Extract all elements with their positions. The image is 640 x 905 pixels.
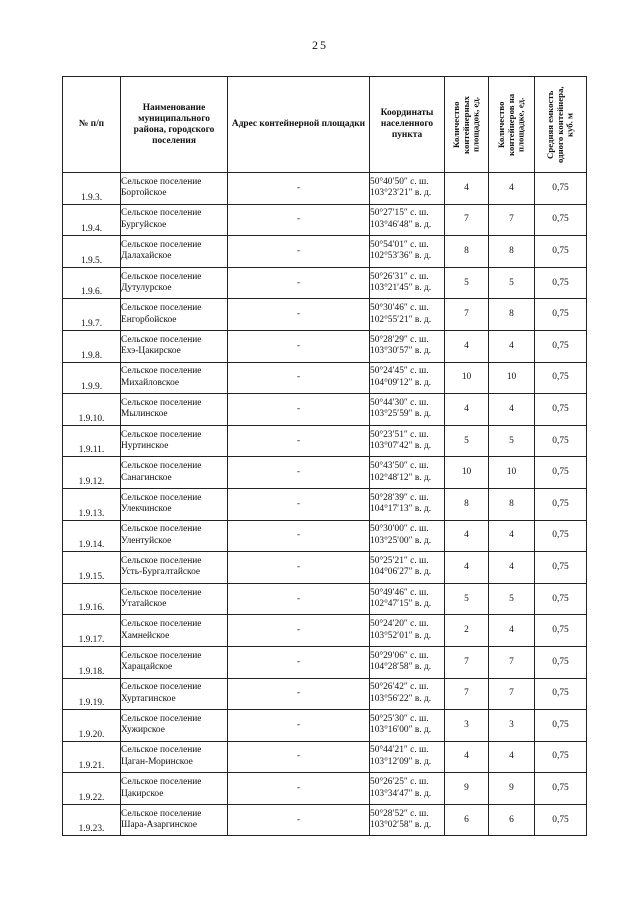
- row-latitude: 50°23′51″ с. ш.: [370, 429, 429, 440]
- row-coordinates: [370, 299, 445, 331]
- row-settlement-name: [121, 615, 228, 647]
- row-settlement-name: [121, 773, 228, 805]
- row-name-line1: Сельское поселение: [121, 777, 202, 788]
- row-coordinates: [370, 488, 445, 520]
- row-capacity: 0,75: [535, 678, 587, 710]
- row-capacity: 0,75: [535, 646, 587, 678]
- row-longitude: 104°28′58″ в. д.: [370, 662, 432, 673]
- row-latitude: 50°25′30″ с. ш.: [370, 713, 429, 724]
- row-containers: 4: [489, 552, 535, 584]
- row-name-line2: Хужирское: [121, 725, 165, 736]
- table-row: [63, 173, 587, 205]
- header-platforms-label: Количество контейнерных площадок, ед.: [450, 95, 481, 154]
- row-latitude: 50°26′42″ с. ш.: [370, 682, 429, 693]
- row-address: -: [228, 773, 370, 805]
- row-index: 1.9.20.: [63, 710, 121, 742]
- row-capacity: 0,75: [535, 710, 587, 742]
- row-settlement-name: [121, 362, 228, 394]
- row-platforms: 5: [445, 583, 489, 615]
- row-name-line2: Цаган-Моринское: [121, 756, 193, 767]
- row-address: -: [228, 583, 370, 615]
- row-name-line2: Хуртагинское: [121, 693, 176, 704]
- row-capacity: 0,75: [535, 520, 587, 552]
- row-name-line2: Цакирское: [121, 788, 164, 799]
- row-containers: 8: [489, 488, 535, 520]
- row-longitude: 103°21′45″ в. д.: [370, 283, 432, 294]
- row-name-line2: Михайловское: [121, 377, 180, 388]
- row-coordinates: [370, 204, 445, 236]
- row-name-line2: Ехэ-Цакирское: [121, 346, 181, 357]
- row-platforms: 5: [445, 267, 489, 299]
- row-coordinates: [370, 362, 445, 394]
- row-name-line1: Сельское поселение: [121, 650, 202, 661]
- row-capacity: 0,75: [535, 299, 587, 331]
- row-platforms: 6: [445, 804, 489, 836]
- row-settlement-name: [121, 804, 228, 836]
- row-capacity: 0,75: [535, 236, 587, 268]
- table-row: [63, 646, 587, 678]
- row-platforms: 4: [445, 741, 489, 773]
- row-index: 1.9.23.: [63, 804, 121, 836]
- row-containers: 7: [489, 678, 535, 710]
- row-name-line2: Мылинское: [121, 409, 168, 420]
- row-coordinates: [370, 646, 445, 678]
- row-index: 1.9.8.: [63, 330, 121, 362]
- row-platforms: 4: [445, 394, 489, 426]
- row-settlement-name: [121, 741, 228, 773]
- row-containers: 4: [489, 741, 535, 773]
- table-row: [63, 804, 587, 836]
- row-latitude: 50°43′50″ с. ш.: [370, 461, 429, 472]
- row-coordinates: [370, 804, 445, 836]
- table-row: [63, 267, 587, 299]
- row-platforms: 7: [445, 646, 489, 678]
- row-longitude: 103°25′00″ в. д.: [370, 535, 432, 546]
- row-platforms: 4: [445, 552, 489, 584]
- row-latitude: 50°28′52″ с. ш.: [370, 808, 429, 819]
- row-containers: 5: [489, 425, 535, 457]
- row-index: 1.9.5.: [63, 236, 121, 268]
- row-name-line1: Сельское поселение: [121, 808, 202, 819]
- table-row: [63, 488, 587, 520]
- table-row: [63, 299, 587, 331]
- row-longitude: 103°07′42″ в. д.: [370, 441, 432, 452]
- row-longitude: 103°23′21″ в. д.: [370, 188, 432, 199]
- row-containers: 4: [489, 173, 535, 205]
- row-index: 1.9.11.: [63, 425, 121, 457]
- row-index: 1.9.15.: [63, 552, 121, 584]
- row-settlement-name: [121, 173, 228, 205]
- row-latitude: 50°24′20″ с. ш.: [370, 619, 429, 630]
- row-containers: 7: [489, 646, 535, 678]
- row-longitude: 104°17′13″ в. д.: [370, 504, 432, 515]
- header-capacity-label: Средняя емкость одного контейнера, куб. м: [544, 86, 575, 163]
- row-index: 1.9.19.: [63, 678, 121, 710]
- row-address: -: [228, 425, 370, 457]
- table-body: [63, 173, 587, 836]
- row-name-line1: Сельское поселение: [121, 713, 202, 724]
- row-address: -: [228, 741, 370, 773]
- row-latitude: 50°27′15″ с. ш.: [370, 208, 429, 219]
- row-address: -: [228, 457, 370, 489]
- row-address: -: [228, 299, 370, 331]
- row-longitude: 104°09′12″ в. д.: [370, 377, 432, 388]
- row-latitude: 50°44′30″ с. ш.: [370, 397, 429, 408]
- row-address: -: [228, 646, 370, 678]
- row-capacity: 0,75: [535, 204, 587, 236]
- row-address: -: [228, 362, 370, 394]
- row-index: 1.9.22.: [63, 773, 121, 805]
- row-index: 1.9.7.: [63, 299, 121, 331]
- header-coords: Координаты населенного пункта: [370, 77, 445, 173]
- row-capacity: 0,75: [535, 173, 587, 205]
- row-platforms: 8: [445, 236, 489, 268]
- row-latitude: 50°29′06″ с. ш.: [370, 650, 429, 661]
- row-capacity: 0,75: [535, 267, 587, 299]
- row-name-line1: Сельское поселение: [121, 524, 202, 535]
- row-latitude: 50°30′46″ с. ш.: [370, 303, 429, 314]
- row-index: 1.9.9.: [63, 362, 121, 394]
- table-row: [63, 710, 587, 742]
- row-platforms: 4: [445, 173, 489, 205]
- row-latitude: 50°28′29″ с. ш.: [370, 334, 429, 345]
- row-name-line1: Сельское поселение: [121, 492, 202, 503]
- row-containers: 6: [489, 804, 535, 836]
- row-capacity: 0,75: [535, 615, 587, 647]
- row-containers: 4: [489, 520, 535, 552]
- row-containers: 10: [489, 457, 535, 489]
- table-row: [63, 678, 587, 710]
- row-containers: 5: [489, 267, 535, 299]
- row-capacity: 0,75: [535, 457, 587, 489]
- row-settlement-name: [121, 330, 228, 362]
- row-address: -: [228, 520, 370, 552]
- row-coordinates: [370, 457, 445, 489]
- row-address: -: [228, 394, 370, 426]
- row-index: 1.9.17.: [63, 615, 121, 647]
- row-address: -: [228, 267, 370, 299]
- row-index: 1.9.18.: [63, 646, 121, 678]
- row-name-line2: Усть-Бургалтайское: [121, 567, 201, 578]
- row-settlement-name: [121, 425, 228, 457]
- header-address: Адрес контейнерной площадки: [228, 77, 370, 173]
- table-row: [63, 236, 587, 268]
- row-latitude: 50°49′46″ с. ш.: [370, 587, 429, 598]
- row-name-line1: Сельское поселение: [121, 271, 202, 282]
- row-name-line2: Улентуйское: [121, 535, 172, 546]
- row-platforms: 10: [445, 457, 489, 489]
- row-name-line2: Хамнейское: [121, 630, 170, 641]
- row-capacity: 0,75: [535, 362, 587, 394]
- row-settlement-name: [121, 678, 228, 710]
- table-row: [63, 773, 587, 805]
- row-settlement-name: [121, 552, 228, 584]
- row-containers: 9: [489, 773, 535, 805]
- row-capacity: 0,75: [535, 552, 587, 584]
- row-containers: 8: [489, 236, 535, 268]
- row-coordinates: [370, 583, 445, 615]
- row-name-line2: Бургуйское: [121, 219, 167, 230]
- row-settlement-name: [121, 488, 228, 520]
- row-name-line2: Харацайское: [121, 662, 173, 673]
- table-row: [63, 552, 587, 584]
- row-latitude: 50°44′21″ с. ш.: [370, 745, 429, 756]
- row-platforms: 7: [445, 678, 489, 710]
- row-longitude: 102°48′12″ в. д.: [370, 472, 432, 483]
- row-address: -: [228, 804, 370, 836]
- row-containers: 7: [489, 204, 535, 236]
- row-name-line1: Сельское поселение: [121, 461, 202, 472]
- row-name-line2: Санагинское: [121, 472, 172, 483]
- row-address: -: [228, 615, 370, 647]
- page-number: 25: [312, 38, 328, 52]
- row-containers: 8: [489, 299, 535, 331]
- header-index: № п/п: [63, 77, 121, 173]
- table-row: [63, 457, 587, 489]
- row-address: -: [228, 173, 370, 205]
- row-longitude: 104°06′27″ в. д.: [370, 567, 432, 578]
- row-capacity: 0,75: [535, 583, 587, 615]
- row-name-line1: Сельское поселение: [121, 239, 202, 250]
- table-row: [63, 204, 587, 236]
- row-index: 1.9.6.: [63, 267, 121, 299]
- row-coordinates: [370, 615, 445, 647]
- row-longitude: 103°25′59″ в. д.: [370, 409, 432, 420]
- table-row: [63, 425, 587, 457]
- row-platforms: 4: [445, 520, 489, 552]
- header-containers: [489, 77, 535, 173]
- row-longitude: 103°30′57″ в. д.: [370, 346, 432, 357]
- row-address: -: [228, 204, 370, 236]
- row-address: -: [228, 552, 370, 584]
- row-containers: 4: [489, 615, 535, 647]
- row-coordinates: [370, 236, 445, 268]
- row-name-line1: Сельское поселение: [121, 619, 202, 630]
- row-coordinates: [370, 741, 445, 773]
- row-platforms: 2: [445, 615, 489, 647]
- row-longitude: 103°12′09″ в. д.: [370, 756, 432, 767]
- row-name-line2: Бортойское: [121, 188, 167, 199]
- row-index: 1.9.21.: [63, 741, 121, 773]
- row-name-line1: Сельское поселение: [121, 587, 202, 598]
- row-name-line1: Сельское поселение: [121, 334, 202, 345]
- row-containers: 3: [489, 710, 535, 742]
- row-latitude: 50°40′50″ с. ш.: [370, 176, 429, 187]
- row-name-line1: Сельское поселение: [121, 555, 202, 566]
- row-name-line2: Улекчинское: [121, 504, 172, 515]
- row-settlement-name: [121, 394, 228, 426]
- row-index: 1.9.10.: [63, 394, 121, 426]
- table-row: [63, 520, 587, 552]
- row-settlement-name: [121, 583, 228, 615]
- row-platforms: 9: [445, 773, 489, 805]
- row-name-line1: Сельское поселение: [121, 429, 202, 440]
- row-address: -: [228, 236, 370, 268]
- row-latitude: 50°26′25″ с. ш.: [370, 777, 429, 788]
- row-name-line2: Далахайское: [121, 251, 172, 262]
- row-longitude: 103°02′58″ в. д.: [370, 820, 432, 831]
- row-coordinates: [370, 520, 445, 552]
- row-longitude: 102°53′36″ в. д.: [370, 251, 432, 262]
- row-settlement-name: [121, 267, 228, 299]
- row-longitude: 103°16′00″ в. д.: [370, 725, 432, 736]
- row-capacity: 0,75: [535, 330, 587, 362]
- table-row: [63, 330, 587, 362]
- row-name-line2: Шара-Азаргинское: [121, 820, 197, 831]
- row-containers: 10: [489, 362, 535, 394]
- row-platforms: 5: [445, 425, 489, 457]
- row-latitude: 50°30′00″ с. ш.: [370, 524, 429, 535]
- row-settlement-name: [121, 710, 228, 742]
- table-row: [63, 362, 587, 394]
- container-sites-table: [62, 76, 587, 836]
- row-capacity: 0,75: [535, 425, 587, 457]
- row-name-line1: Сельское поселение: [121, 366, 202, 377]
- row-name-line2: Нуртинское: [121, 441, 169, 452]
- row-platforms: 8: [445, 488, 489, 520]
- row-address: -: [228, 488, 370, 520]
- row-name-line1: Сельское поселение: [121, 303, 202, 314]
- header-platforms: [445, 77, 489, 173]
- row-longitude: 103°52′01″ в. д.: [370, 630, 432, 641]
- row-containers: 5: [489, 583, 535, 615]
- row-address: -: [228, 330, 370, 362]
- row-containers: 4: [489, 394, 535, 426]
- row-index: 1.9.16.: [63, 583, 121, 615]
- row-address: -: [228, 678, 370, 710]
- row-name-line2: Утатайское: [121, 599, 167, 610]
- row-settlement-name: [121, 646, 228, 678]
- row-coordinates: [370, 425, 445, 457]
- row-name-line1: Сельское поселение: [121, 397, 202, 408]
- row-name-line2: Дутулурское: [121, 283, 172, 294]
- row-coordinates: [370, 330, 445, 362]
- row-platforms: 7: [445, 204, 489, 236]
- row-longitude: 102°47′15″ в. д.: [370, 599, 432, 610]
- row-platforms: 4: [445, 330, 489, 362]
- table-row: [63, 394, 587, 426]
- header-capacity: [535, 77, 587, 173]
- row-longitude: 103°56′22″ в. д.: [370, 693, 432, 704]
- row-capacity: 0,75: [535, 773, 587, 805]
- row-coordinates: [370, 678, 445, 710]
- row-latitude: 50°54′01″ с. ш.: [370, 239, 429, 250]
- row-capacity: 0,75: [535, 804, 587, 836]
- header-containers-label: Количество контейнеров на площадке, ед.: [495, 93, 526, 156]
- row-settlement-name: [121, 236, 228, 268]
- row-longitude: 103°34′47″ в. д.: [370, 788, 432, 799]
- row-capacity: 0,75: [535, 741, 587, 773]
- row-index: 1.9.12.: [63, 457, 121, 489]
- row-name-line2: Енгорбойское: [121, 314, 177, 325]
- row-name-line1: Сельское поселение: [121, 745, 202, 756]
- row-platforms: 3: [445, 710, 489, 742]
- row-name-line1: Сельское поселение: [121, 208, 202, 219]
- row-index: 1.9.13.: [63, 488, 121, 520]
- row-capacity: 0,75: [535, 394, 587, 426]
- row-longitude: 103°46′48″ в. д.: [370, 219, 432, 230]
- row-latitude: 50°28′39″ с. ш.: [370, 492, 429, 503]
- row-latitude: 50°26′31″ с. ш.: [370, 271, 429, 282]
- row-settlement-name: [121, 457, 228, 489]
- row-name-line1: Сельское поселение: [121, 176, 202, 187]
- row-platforms: 10: [445, 362, 489, 394]
- row-latitude: 50°24′45″ с. ш.: [370, 366, 429, 377]
- row-index: 1.9.3.: [63, 173, 121, 205]
- row-coordinates: [370, 773, 445, 805]
- row-name-line1: Сельское поселение: [121, 682, 202, 693]
- row-capacity: 0,75: [535, 488, 587, 520]
- row-index: 1.9.14.: [63, 520, 121, 552]
- row-coordinates: [370, 173, 445, 205]
- row-coordinates: [370, 267, 445, 299]
- row-settlement-name: [121, 299, 228, 331]
- table-row: [63, 741, 587, 773]
- row-longitude: 102°55′21″ в. д.: [370, 314, 432, 325]
- row-containers: 4: [489, 330, 535, 362]
- row-platforms: 7: [445, 299, 489, 331]
- row-index: 1.9.4.: [63, 204, 121, 236]
- row-settlement-name: [121, 520, 228, 552]
- row-coordinates: [370, 394, 445, 426]
- header-name: Наименование муниципального района, городского поселения: [121, 77, 228, 173]
- row-coordinates: [370, 710, 445, 742]
- row-coordinates: [370, 552, 445, 584]
- table-row: [63, 615, 587, 647]
- row-address: -: [228, 710, 370, 742]
- row-latitude: 50°25′21″ с. ш.: [370, 555, 429, 566]
- row-settlement-name: [121, 204, 228, 236]
- table-row: [63, 583, 587, 615]
- table-header: [63, 77, 587, 173]
